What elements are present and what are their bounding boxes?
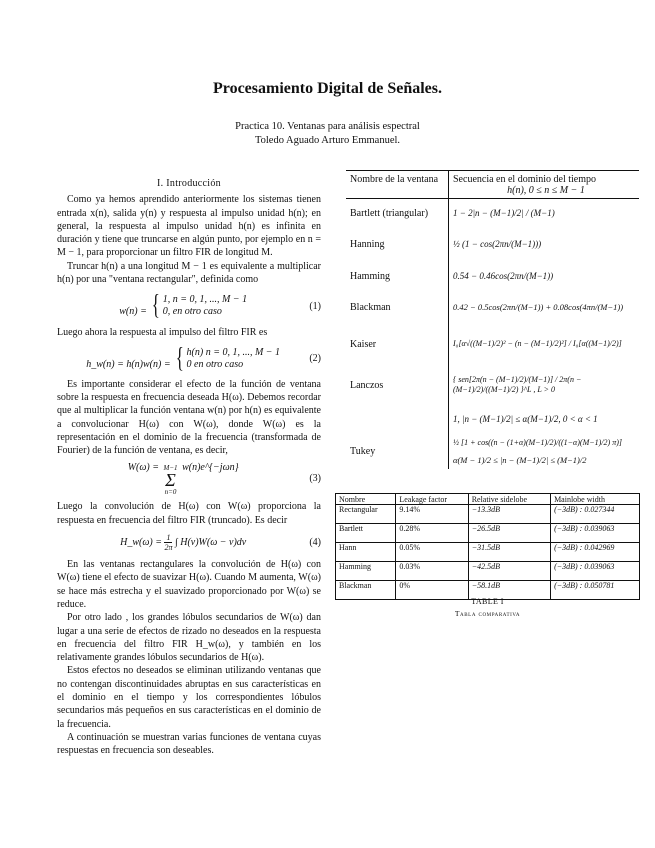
eq4-frac-den: 2π <box>164 543 173 553</box>
comparison-cell: Bartlett <box>336 524 396 543</box>
comparison-header: Mainlobe width <box>551 494 640 505</box>
window-row <box>346 433 639 457</box>
window-row <box>346 261 639 291</box>
equation-1: w(n) = { 1, n = 0, 1, ..., M − 1 0, en otro caso (1) <box>119 290 321 322</box>
comparison-cell: −31.5dB <box>468 543 550 562</box>
window-name: Hanning <box>350 239 385 250</box>
comparison-row <box>336 505 640 524</box>
comparison-header-row <box>336 494 640 505</box>
comparison-row <box>336 543 640 562</box>
window-formula: I₀[α√((M−1)/2)² − (n − (M−1)/2)²] / I₀[α((M−1)/2)] <box>448 323 639 365</box>
eq3-upper: M−1 <box>163 464 178 473</box>
eq4-rhs: ∫ H(ν)W(ω − ν)dν <box>174 536 247 548</box>
comparison-row <box>336 524 640 543</box>
window-name: Kaiser <box>350 338 377 350</box>
equation-4 <box>57 533 321 552</box>
eq2-case-2: 0 en otro caso <box>186 358 244 370</box>
paragraph-6: En las ventanas rectangulares la convolución de H(ω) con W(ω) tiene el efecto de suavizar H(ω). Cuando M aumenta, W(ω) se hace más estrecha y el suavizado proporcionado por W(ω) se reduce. <box>57 559 321 610</box>
comparison-cell: −42.5dB <box>468 562 550 581</box>
comparison-cell: 0% <box>396 581 468 600</box>
comparison-header: Nombre <box>336 494 396 505</box>
page-title: Procesamiento Digital de Señales. <box>212 80 442 97</box>
window-table-col2-line2: h(n), 0 ≤ n ≤ M − 1 <box>507 185 585 196</box>
comparison-row <box>336 562 640 581</box>
eq2-case-1: h(n) n = 0, 1, ..., M − 1 <box>186 346 281 358</box>
eq1-case-1: 1, n = 0, 1, ..., M − 1 <box>162 294 248 306</box>
left-column <box>57 177 321 758</box>
eq2-lhs: h_w(n) = h(n)w(n) = <box>86 358 171 370</box>
window-formula: 0.42 − 0.5cos(2πn/(M−1)) + 0.08cos(4πn/(M−1)) <box>448 291 639 323</box>
comparison-cell: −13.3dB <box>468 505 550 524</box>
comparison-header: Leakage factor <box>396 494 468 505</box>
comparison-cell: Hamming <box>336 562 396 581</box>
paragraph-2: Truncar h(n) a una longitud M − 1 es equivalente a multiplicar h(n) por una "ventana rectangular", definida como <box>57 260 321 286</box>
eq4-lhs: H_w(ω) = <box>120 536 162 548</box>
eq1-lhs: w(n) = <box>119 306 147 318</box>
paragraph-9: A continuación se muestran varias funciones de ventana cuyas respuestas en frecuencia son deseables. <box>57 731 321 757</box>
comparison-cell: 0.03% <box>396 562 468 581</box>
window-formula: { sen[2π(n − (M−1)/2)/(M−1)] / 2π(n − (M−1)/2)/((M−1)/2) }^L , L > 0 <box>448 365 639 405</box>
comparison-cell: Rectangular <box>336 505 396 524</box>
window-formula: ½ (1 − cos(2πn/(M−1))) <box>448 228 639 261</box>
paragraph-4: Es importante considerar el efecto de la función de ventana sobre la respuesta en frecuencia deseada H(ω). Debemos recordar que al multiplicar la función ventana w(n) por h(n) es equivalente a convolucionar H(ω) con W(ω), donde W(ω) es la representación en el dominio de la frecuencia (transformada de Fourier) de la función de ventana, es decir, <box>57 378 321 457</box>
window-table-header <box>346 170 639 199</box>
window-row <box>346 291 639 323</box>
subtitle: Practica 10. Ventanas para análisis espectral <box>235 121 420 132</box>
eq2-number: (2) <box>309 353 321 365</box>
comparison-cell: 0.28% <box>396 524 468 543</box>
eq1-case-2: 0, en otro caso <box>162 306 222 318</box>
window-formula: ½ [1 + cos((n − (1+α)(M−1)/2)/((1−α)(M−1)/2) π)] <box>448 433 639 453</box>
window-name: Blackman <box>350 301 391 313</box>
eq3-number: (3) <box>309 473 321 485</box>
comparison-cell: 0.05% <box>396 543 468 562</box>
paragraph-3: Luego ahora la respuesta al impulso del filtro FIR es <box>57 327 268 339</box>
window-name: Bartlett (triangular) <box>350 208 429 219</box>
comparison-cell: 9.14% <box>396 505 468 524</box>
comparison-cell: (−3dB) : 0.039063 <box>551 524 640 543</box>
table-caption: Tabla comparativa <box>454 609 521 618</box>
paragraph-5: Luego la convolución de H(ω) con W(ω) proporciona la respuesta en frecuencia del filtro FIR (truncado). Es decir <box>57 501 321 526</box>
eq3-lhs: W(ω) = <box>127 462 159 474</box>
window-row <box>346 199 639 228</box>
window-formula: 1, |n − (M−1)/2| ≤ α(M−1)/2, 0 < α < 1 <box>448 405 639 433</box>
comparison-cell: (−3dB) : 0.050781 <box>551 581 640 600</box>
paragraph-7: Por otro lado , los grandes lóbulos secundarios de W(ω) dan lugar a una serie de efectos de rizado no deseados en la respuesta en frecuencia del filtro FIR H_w(ω), y también en los relativamente grandes lóbulos secundarios de H(ω). <box>57 612 321 664</box>
window-formula: 1 − 2|n − (M−1)/2| / (M−1) <box>448 199 639 228</box>
window-row <box>346 323 639 365</box>
comparison-cell: Blackman <box>336 581 396 600</box>
eq3-lower: n=0 <box>164 488 177 497</box>
comparison-header: Relative sidelobe <box>468 494 550 505</box>
window-name: Tukey <box>350 445 376 457</box>
comparison-cell: (−3dB) : 0.039063 <box>551 562 640 581</box>
comparison-cell: (−3dB) : 0.042969 <box>551 543 640 562</box>
comparison-cell: −26.5dB <box>468 524 550 543</box>
equation-3: W(ω) = M−1 Σ n=0 w(n)e^{−jωn} (3) <box>127 462 321 497</box>
paragraph-1: Como ya hemos aprendido anteriormente los sistemas tienen entrada x(n), salida y(n) y respuesta al impulso unidad h(n); en general, la respuesta al impulso unidad h(n) es infinita en duración y tiene que truncarse en algún punto, por ejemplo en n = M − 1, para proporcionar un filtro FIR de longitud M. <box>57 194 321 259</box>
window-table-col1: Nombre de la ventana <box>350 174 439 185</box>
window-row <box>346 228 639 261</box>
window-name: Lanczos <box>350 379 384 391</box>
comparison-cell: −58.1dB <box>468 581 550 600</box>
equation-2: h_w(n) = h(n)w(n) = { h(n) n = 0, 1, ..., M − 1 0 en otro caso (2) <box>86 342 321 374</box>
section-heading: I. Introducción <box>157 178 221 189</box>
author: Toledo Aguado Arturo Emmanuel. <box>254 135 401 146</box>
eq4-number: (4) <box>309 536 321 548</box>
eq3-rhs: w(n)e^{−jωn} <box>182 462 239 474</box>
window-formula: α(M − 1)/2 ≤ |n − (M−1)/2| ≤ (M−1)/2 <box>448 453 639 469</box>
window-name: Hamming <box>350 270 390 282</box>
eq4-frac-num: 1 <box>164 533 172 543</box>
window-row <box>346 405 639 433</box>
window-table <box>346 170 639 469</box>
comparison-cell: (−3dB) : 0.027344 <box>551 505 640 524</box>
window-row <box>346 365 639 405</box>
eq1-number: (1) <box>309 300 321 312</box>
table-caption-label: TABLE I <box>471 597 504 606</box>
comparison-cell: Hann <box>336 543 396 562</box>
window-table-col2-line1: Secuencia en el dominio del tiempo <box>453 174 597 185</box>
comparison-table <box>335 493 640 600</box>
window-formula: 0.54 − 0.46cos(2πn/(M−1)) <box>448 261 639 291</box>
paragraph-8: Estos efectos no deseados se eliminan utilizando ventanas que no contengan discontinuidades abruptas en sus características en el dominio en el tiempo y los correspondientes lóbulos secundarios más pequeños en sus características en el dominio de la frecuencia. <box>57 665 321 730</box>
